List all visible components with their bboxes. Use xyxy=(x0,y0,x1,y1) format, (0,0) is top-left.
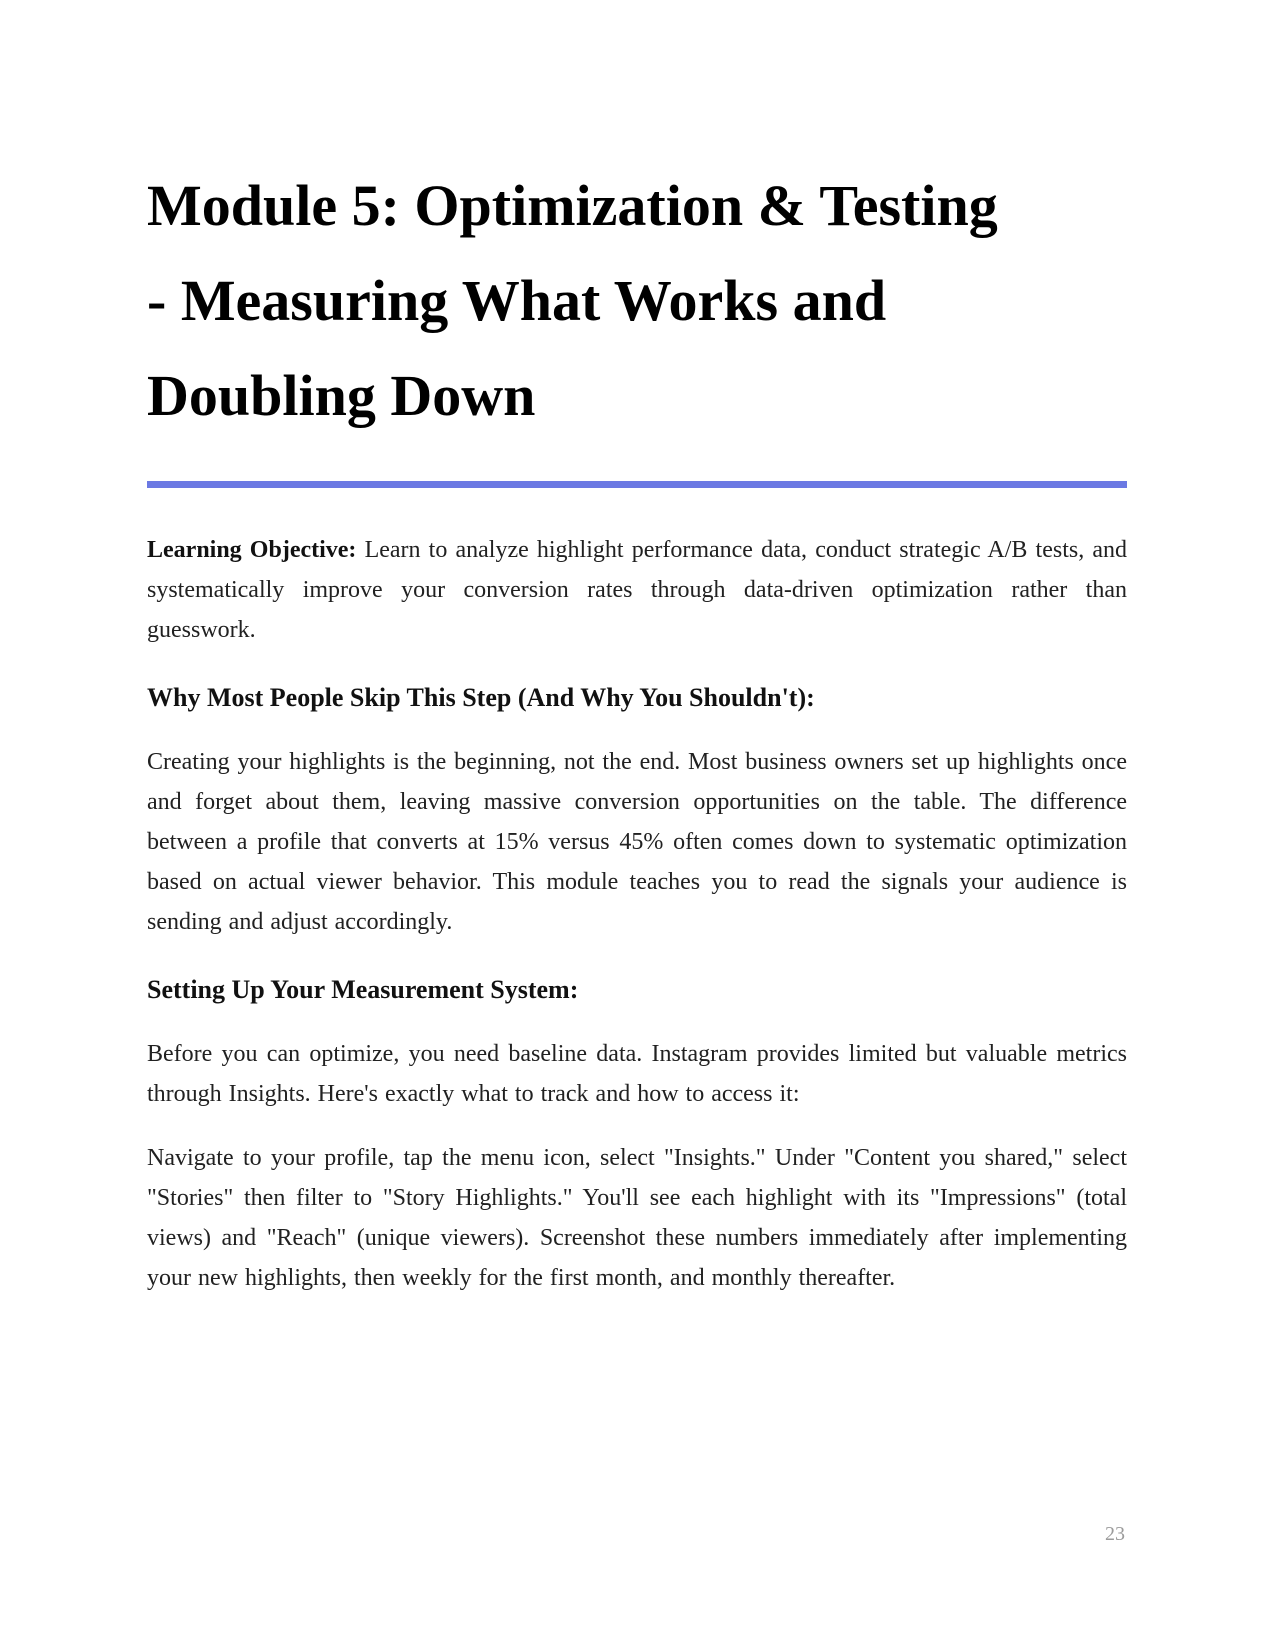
paragraph-navigate-insights: Navigate to your profile, tap the menu icon, select "Insights." Under "Content you shared," select "Stories" then filter to "Story Highlights." You'll see each highlight with its "Impressions" (total views) and "Reach" (unique viewers). Screenshot these numbers immediately after implementing your new highlights, then weekly for the first month, and monthly thereafter. xyxy=(147,1145,1127,1291)
paragraph-baseline-data: Before you can optimize, you need baseline data. Instagram provides limited but valuable metrics through Insights. Here's exactly what to track and how to access it: xyxy=(147,1041,1127,1107)
learning-objective-label: Learning Objective: xyxy=(147,537,357,563)
heading-measurement-system: Setting Up Your Measurement System: xyxy=(147,975,579,1004)
heading-why-most-people-skip: Why Most People Skip This Step (And Why You Shouldn't): xyxy=(147,683,815,712)
page-number: 23 xyxy=(1105,1523,1125,1545)
learning-objective-paragraph xyxy=(147,530,1127,650)
page-title: Module 5: Optimization & Testing - Measuring What Works and Doubling Down xyxy=(147,173,998,428)
paragraph-skip-this-step: Creating your highlights is the beginning, not the end. Most business owners set up highlights once and forget about them, leaving massive conversion opportunities on the table. The difference between a profile that converts at 15% versus 45% often comes down to systematic optimization based on actual viewer behavior. This module teaches you to read the signals your audience is sending and adjust accordingly. xyxy=(147,749,1127,935)
learning-objective-text: Learn to analyze highlight performance data, conduct strategic A/B tests, and systematically improve your conversion rates through data-driven optimization rather than guesswork. xyxy=(147,537,1128,643)
title-divider-rule xyxy=(147,481,1127,488)
